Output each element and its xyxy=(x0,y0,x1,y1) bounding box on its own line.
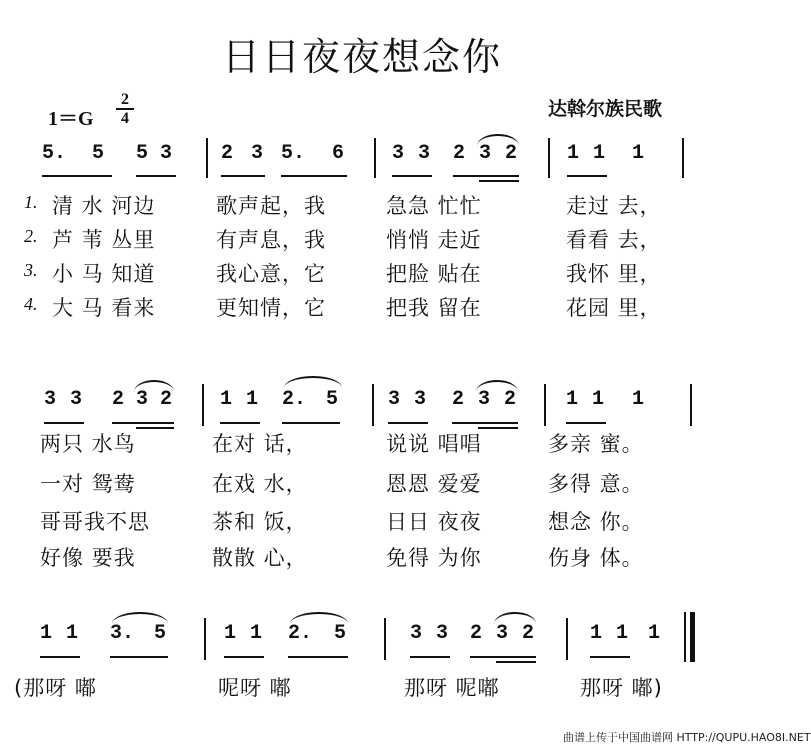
verse-number: 3. xyxy=(24,260,38,280)
note: 1 xyxy=(592,388,605,411)
slur xyxy=(477,134,519,146)
note: 3 xyxy=(436,622,449,645)
lyric-segment: 一对 鸳鸯 xyxy=(40,472,136,496)
lyric-segment: 多亲 蜜。 xyxy=(548,432,644,456)
lyric-segment: 把脸 贴在 xyxy=(386,262,482,286)
note: 3 xyxy=(44,388,57,411)
note: 6 xyxy=(332,142,345,165)
lyric-segment: 说说 唱唱 xyxy=(386,432,482,456)
lyric-segment: 在对 话， xyxy=(212,432,308,456)
bar-line xyxy=(544,384,546,426)
lyric-segment: 歌声起，我 xyxy=(216,194,326,218)
note: 1 xyxy=(616,622,629,645)
beam xyxy=(136,427,174,429)
lyric-segment: 看看 去， xyxy=(566,228,662,252)
lyric-segment: 更知情，它 xyxy=(216,296,326,320)
slur xyxy=(284,376,342,388)
beam xyxy=(288,656,348,658)
lyric-segment: 好像 要我 xyxy=(40,546,136,570)
note: 3 xyxy=(478,388,491,411)
final-bar-line-thick xyxy=(690,612,695,662)
note: 3. xyxy=(110,622,135,645)
note: 1 xyxy=(220,388,233,411)
note: 2. xyxy=(282,388,307,411)
beam xyxy=(42,175,112,177)
lyric-segment: 急急 忙忙 xyxy=(386,194,482,218)
lyric-segment: 那呀 呢嘟 xyxy=(404,676,500,700)
time-signature xyxy=(114,92,136,126)
beam xyxy=(221,175,265,177)
beam xyxy=(452,422,518,424)
note: 3 xyxy=(418,142,431,165)
note: 1 xyxy=(250,622,263,645)
bar-line xyxy=(548,138,550,178)
beam xyxy=(453,175,519,177)
lyric-segment: (那呀 嘟 xyxy=(14,676,97,700)
lyric-segment: 伤身 体。 xyxy=(548,546,644,570)
lyric-segment: 多得 意。 xyxy=(548,472,644,496)
bar-line xyxy=(372,384,374,426)
slur xyxy=(134,380,174,392)
beam xyxy=(44,422,84,424)
note: 1 xyxy=(593,142,606,165)
meter-bottom: 4 xyxy=(121,110,129,127)
note: 1 xyxy=(66,622,79,645)
beam xyxy=(478,427,518,429)
meter-top: 2 xyxy=(121,91,129,108)
beam xyxy=(566,422,606,424)
bar-line xyxy=(206,138,208,178)
note: 1 xyxy=(246,388,259,411)
bar-line xyxy=(690,384,692,426)
lyric-segment: 我怀 里， xyxy=(566,262,662,286)
note: 3 xyxy=(388,388,401,411)
note: 3 xyxy=(160,142,173,165)
lyric-segment: 芦 苇 丛里 xyxy=(52,228,156,252)
note: 3 xyxy=(251,142,264,165)
lyric-segment: 恩恩 爱爱 xyxy=(386,472,482,496)
bar-line xyxy=(384,618,386,660)
bar-line xyxy=(682,138,684,178)
note: 2 xyxy=(522,622,535,645)
lyric-segment: 有声息，我 xyxy=(216,228,326,252)
beam xyxy=(392,175,432,177)
song-attribution: 达斡尔族民歌 xyxy=(548,98,663,120)
lyric-segment: 哥哥我不思 xyxy=(40,510,150,534)
lyric-segment: 想念 你。 xyxy=(548,510,644,534)
note: 1 xyxy=(224,622,237,645)
bar-line xyxy=(374,138,376,178)
note: 3 xyxy=(410,622,423,645)
note: 2 xyxy=(160,388,173,411)
lyric-segment: 小 马 知道 xyxy=(52,262,156,286)
watermark: 曲谱上传于中国曲谱网 HTTP://QUPU.HAO8I.NET xyxy=(563,731,811,744)
note: 2 xyxy=(453,142,466,165)
note: 2 xyxy=(112,388,125,411)
lyric-segment: 呢呀 嘟 xyxy=(218,676,292,700)
note: 2 xyxy=(452,388,465,411)
bar-line xyxy=(202,384,204,426)
note: 1 xyxy=(648,622,661,645)
note: 3 xyxy=(414,388,427,411)
note: 3 xyxy=(70,388,83,411)
note: 3 xyxy=(392,142,405,165)
note: 1 xyxy=(40,622,53,645)
note: 1 xyxy=(632,142,645,165)
beam xyxy=(388,422,428,424)
lyric-segment: 茶和 饭， xyxy=(212,510,308,534)
note: 3 xyxy=(136,388,149,411)
note: 5 xyxy=(136,142,149,165)
beam xyxy=(470,656,536,658)
beam xyxy=(281,175,347,177)
note: 1 xyxy=(566,388,579,411)
beam xyxy=(40,656,80,658)
slur xyxy=(290,612,348,624)
beam xyxy=(590,656,630,658)
note: 2 xyxy=(505,142,518,165)
lyric-segment: 清 水 河边 xyxy=(52,194,156,218)
beam xyxy=(136,175,176,177)
note: 2. xyxy=(288,622,313,645)
bar-line xyxy=(204,618,206,660)
lyric-segment: 那呀 嘟) xyxy=(580,676,663,700)
beam xyxy=(110,656,168,658)
lyric-segment: 日日 夜夜 xyxy=(386,510,482,534)
lyric-segment: 悄悄 走近 xyxy=(386,228,482,252)
note: 5. xyxy=(42,142,67,165)
lyric-segment: 免得 为你 xyxy=(386,546,482,570)
beam xyxy=(410,656,450,658)
note: 1 xyxy=(590,622,603,645)
note: 5 xyxy=(154,622,167,645)
note: 1 xyxy=(632,388,645,411)
note: 2 xyxy=(504,388,517,411)
note: 5 xyxy=(92,142,105,165)
note: 2 xyxy=(470,622,483,645)
final-bar-line-thin xyxy=(684,612,686,662)
lyric-segment: 散散 心， xyxy=(212,546,308,570)
bar-line xyxy=(566,618,568,660)
note: 5 xyxy=(334,622,347,645)
verse-number: 4. xyxy=(24,294,38,314)
verse-number: 1. xyxy=(24,192,38,212)
lyric-segment: 两只 水鸟 xyxy=(40,432,136,456)
lyric-segment: 走过 去， xyxy=(566,194,662,218)
song-title: 日日夜夜想念你 xyxy=(221,35,502,79)
verse-number: 2. xyxy=(24,226,38,246)
beam xyxy=(496,661,536,663)
slur xyxy=(494,612,536,624)
beam xyxy=(282,422,340,424)
key-signature: 1＝G xyxy=(48,108,94,130)
lyric-segment: 大 马 看来 xyxy=(52,296,156,320)
lyric-segment: 把我 留在 xyxy=(386,296,482,320)
note: 5. xyxy=(281,142,306,165)
lyric-segment: 花园 里， xyxy=(566,296,662,320)
note: 1 xyxy=(567,142,580,165)
beam xyxy=(567,175,607,177)
note: 3 xyxy=(479,142,492,165)
slur xyxy=(112,612,168,624)
beam xyxy=(112,422,174,424)
beam xyxy=(220,422,260,424)
lyric-segment: 我心意，它 xyxy=(216,262,326,286)
note: 5 xyxy=(326,388,339,411)
beam xyxy=(224,656,264,658)
lyric-segment: 在戏 水， xyxy=(212,472,308,496)
beam xyxy=(479,180,519,182)
slur xyxy=(476,380,518,392)
note: 3 xyxy=(496,622,509,645)
note: 2 xyxy=(221,142,234,165)
